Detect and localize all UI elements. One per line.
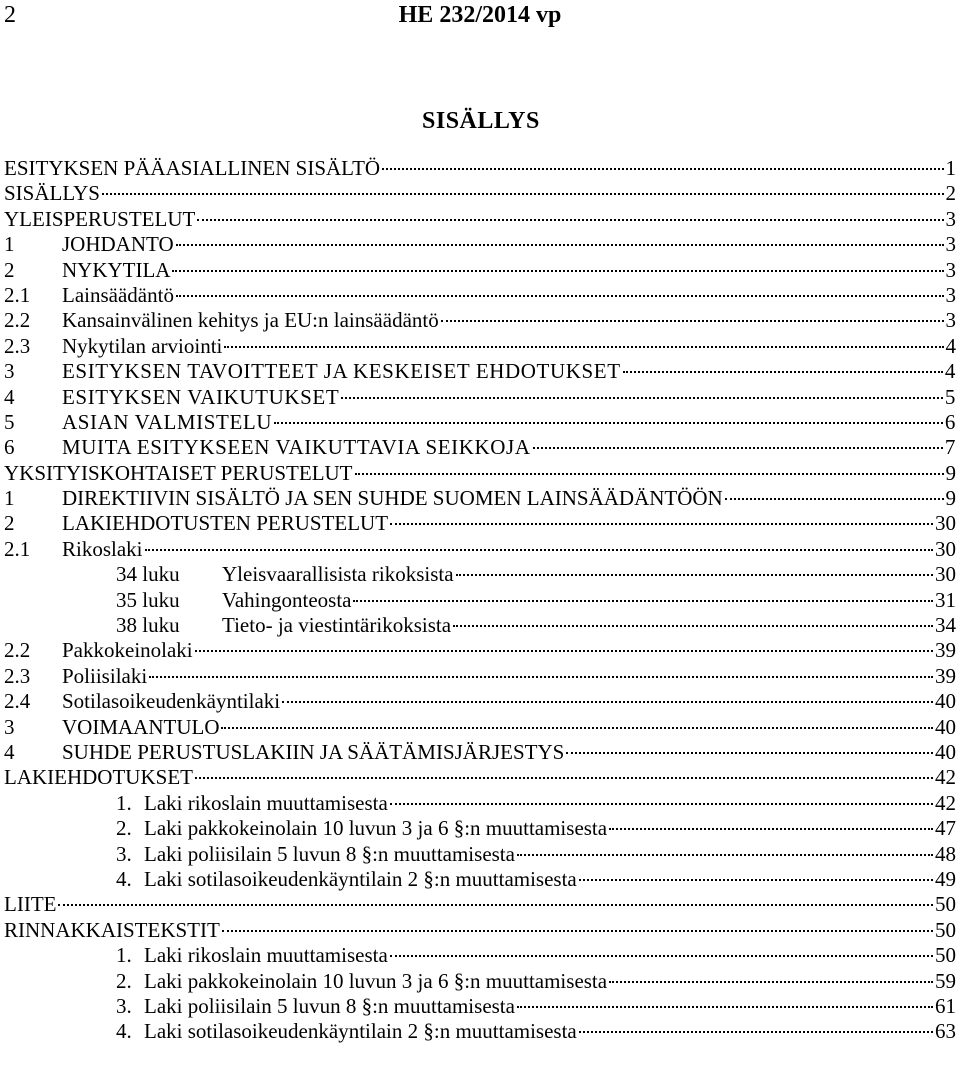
entry-number: 35 luku: [116, 587, 180, 612]
entry-title: Laki poliisilain 5 luvun 8 §:n muuttamisesta: [144, 841, 515, 866]
toc-entry[interactable]: [4, 689, 956, 714]
entry-title: Poliisilaki: [62, 663, 148, 688]
entry-number: 1.: [116, 790, 132, 815]
entry-number: 4: [4, 739, 15, 764]
toc-entry[interactable]: [4, 791, 956, 816]
entry-page: 7: [944, 435, 956, 460]
entry-number: 3.: [116, 841, 132, 866]
toc-entry[interactable]: [4, 232, 956, 257]
entry-title: LIITE: [4, 892, 57, 917]
toc-entry[interactable]: [4, 867, 956, 892]
toc-title: SISÄLLYS: [422, 108, 540, 134]
entry-page: 63: [935, 1019, 956, 1044]
entry-number: 2: [4, 257, 15, 282]
entry-title: Kansainvälinen kehitys ja EU:n lainsäädäntö: [62, 308, 439, 333]
toc-entry[interactable]: [4, 715, 956, 740]
entry-page: 42: [935, 765, 956, 790]
entry-page: 47: [935, 816, 956, 841]
toc-entry[interactable]: [4, 588, 956, 613]
toc-entry[interactable]: [4, 359, 956, 384]
entry-page: 3: [945, 257, 956, 282]
entry-page: 39: [935, 638, 956, 663]
entry-number: 5: [4, 409, 16, 434]
entry-number: 1: [4, 232, 15, 257]
entry-page: 4: [944, 359, 956, 384]
entry-title: RINNAKKAISTEKSTIT: [4, 917, 220, 942]
toc-entry[interactable]: [4, 258, 956, 283]
entry-number: 2.1: [4, 536, 31, 561]
entry-number: 34 luku: [116, 562, 180, 587]
toc-entry[interactable]: [4, 486, 956, 511]
toc-entry[interactable]: [4, 740, 956, 765]
entry-number: 2.4: [4, 689, 31, 714]
entry-page: 30: [935, 562, 956, 587]
entry-page: 2: [945, 181, 956, 206]
entry-title: Lainsäädäntö: [62, 282, 174, 307]
entry-number: 4.: [116, 866, 132, 891]
toc-entry[interactable]: [4, 334, 956, 359]
entry-number: 3.: [116, 993, 132, 1018]
toc-entry[interactable]: [4, 638, 956, 663]
entry-page: 30: [935, 536, 956, 561]
entry-page: 40: [935, 739, 956, 764]
entry-number: 2.1: [4, 282, 31, 307]
entry-title: Yleisvaarallisista rikoksista: [222, 562, 454, 587]
toc-entry[interactable]: [4, 435, 956, 460]
entry-title: Pakkokeinolaki: [62, 638, 193, 663]
entry-number: 4: [4, 384, 16, 409]
entry-number: 38 luku: [116, 613, 180, 638]
entry-number: 1.: [116, 943, 132, 968]
toc-entry[interactable]: [4, 156, 956, 181]
toc-entry[interactable]: [4, 207, 956, 232]
entry-page: 42: [935, 790, 956, 815]
toc-entry[interactable]: [4, 664, 956, 689]
entry-title: ESITYKSEN PÄÄASIALLINEN SISÄLTÖ: [4, 156, 381, 180]
toc-entry[interactable]: [4, 765, 956, 790]
toc-entry[interactable]: [4, 943, 956, 968]
entry-title: Laki rikoslain muuttamisesta: [144, 943, 388, 968]
entry-title: ASIAN VALMISTELU: [62, 409, 273, 434]
entry-number: 2.3: [4, 333, 31, 358]
entry-title: LAKIEHDOTUSTEN PERUSTELUT: [62, 511, 389, 536]
entry-number: 4.: [116, 1019, 132, 1044]
entry-page: 3: [945, 282, 956, 307]
entry-title: YKSITYISKOHTAISET PERUSTELUT: [4, 460, 353, 485]
toc-entry[interactable]: [4, 613, 956, 638]
toc-entry[interactable]: [4, 994, 956, 1019]
entry-number: 6: [4, 435, 16, 460]
entry-number: 2.: [116, 968, 132, 993]
entry-title: Laki pakkokeinolain 10 luvun 3 ja 6 §:n muuttamisesta: [144, 816, 608, 841]
entry-title: SISÄLLYS: [4, 181, 100, 206]
toc-entry[interactable]: [4, 842, 956, 867]
entry-page: 39: [935, 663, 956, 688]
entry-title: JOHDANTO: [62, 232, 174, 257]
entry-page: 6: [944, 409, 956, 434]
toc-entry[interactable]: [4, 562, 956, 587]
entry-number: 2.3: [4, 663, 31, 688]
toc-entry[interactable]: [4, 181, 956, 206]
entry-title: Laki rikoslain muuttamisesta: [144, 790, 388, 815]
entry-page: 61: [935, 993, 956, 1018]
toc-entry[interactable]: [4, 283, 956, 308]
entry-title: ESITYKSEN TAVOITTEET JA KESKEISET EHDOTUKSET: [62, 359, 621, 384]
entry-page: 3: [945, 206, 956, 231]
toc-entry[interactable]: [4, 969, 956, 994]
toc-entry[interactable]: [4, 1019, 956, 1044]
entry-title: Laki pakkokeinolain 10 luvun 3 ja 6 §:n muuttamisesta: [144, 968, 608, 993]
entry-title: DIREKTIIVIN SISÄLTÖ JA SEN SUHDE SUOMEN LAINSÄÄDÄNTÖÖN: [62, 486, 723, 511]
entry-page: 31: [935, 587, 956, 612]
entry-page: 49: [935, 866, 956, 891]
entry-page: 3: [945, 232, 956, 257]
entry-title: Laki sotilasoikeudenkäyntilain 2 §:n muuttamisesta: [144, 1019, 577, 1044]
entry-title: NYKYTILA: [62, 257, 171, 282]
entry-number: 2: [4, 511, 15, 536]
entry-page: 50: [935, 892, 956, 917]
entry-page: 30: [935, 511, 956, 536]
entry-page: 3: [945, 308, 956, 333]
toc-entry[interactable]: [4, 410, 956, 435]
entry-title: Sotilasoikeudenkäyntilaki: [62, 689, 281, 714]
entry-page: 9: [945, 460, 956, 485]
entry-page: 50: [935, 917, 956, 942]
entry-number: 1: [4, 486, 15, 511]
entry-title: VOIMAANTULO: [62, 714, 220, 739]
toc-entry[interactable]: [4, 816, 956, 841]
toc-entry[interactable]: [4, 385, 956, 410]
entry-title: Laki poliisilain 5 luvun 8 §:n muuttamisesta: [144, 993, 515, 1018]
entry-title: Nykytilan arviointi: [62, 333, 223, 358]
entry-number: 2.: [116, 816, 132, 841]
entry-number: 3: [4, 359, 16, 384]
entry-number: 3: [4, 714, 15, 739]
entry-page: 5: [944, 384, 956, 409]
entry-title: MUITA ESITYKSEEN VAIKUTTAVIA SEIKKOJA: [62, 435, 531, 460]
entry-page: 4: [945, 333, 956, 358]
entry-page: 48: [935, 841, 956, 866]
entry-page: 1: [945, 156, 956, 180]
entry-title: Rikoslaki: [62, 536, 143, 561]
entry-number: 2.2: [4, 638, 31, 663]
entry-title: YLEISPERUSTELUT: [4, 206, 196, 231]
entry-title: SUHDE PERUSTUSLAKIIN JA SÄÄTÄMISJÄRJESTYS: [62, 739, 565, 764]
entry-page: 40: [935, 714, 956, 739]
document-header: HE 232/2014 vp: [398, 2, 562, 28]
entry-page: 9: [945, 486, 956, 511]
toc-entry[interactable]: [4, 461, 956, 486]
toc-entry[interactable]: [4, 308, 956, 333]
entry-title: Laki sotilasoikeudenkäyntilain 2 §:n muuttamisesta: [144, 866, 577, 891]
toc-entry[interactable]: [4, 537, 956, 562]
entry-title: Vahingonteosta: [222, 587, 352, 612]
entry-number: 2.2: [4, 308, 31, 333]
entry-page: 50: [935, 943, 956, 968]
entry-page: 59: [935, 968, 956, 993]
toc-entry[interactable]: [4, 892, 956, 917]
toc-entry[interactable]: [4, 918, 956, 943]
entry-page: 34: [935, 613, 956, 638]
page-number: 2: [4, 2, 16, 28]
entry-title: ESITYKSEN VAIKUTUKSET: [62, 384, 340, 409]
entry-page: 40: [935, 689, 956, 714]
entry-title: LAKIEHDOTUKSET: [4, 765, 193, 790]
entry-title: Tieto- ja viestintärikoksista: [222, 613, 452, 638]
table-of-contents: [4, 156, 956, 1045]
toc-entry[interactable]: [4, 511, 956, 536]
